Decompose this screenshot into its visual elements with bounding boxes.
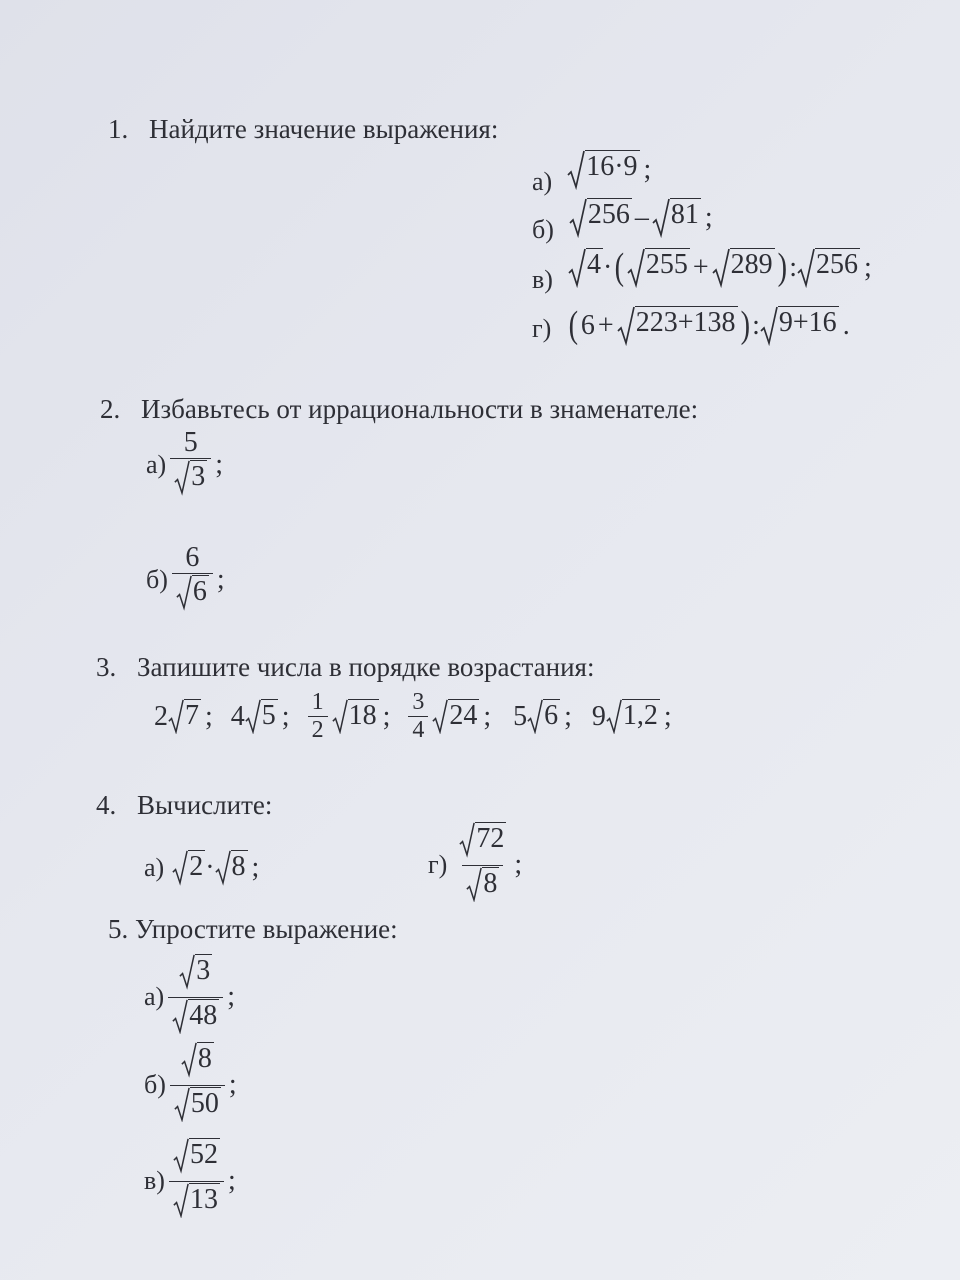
sqrt-expression: 24 — [432, 699, 479, 735]
sqrt-expression: 52 — [173, 1138, 220, 1174]
task-number: 4. — [96, 790, 117, 820]
sqrt-expression: 6 — [176, 575, 209, 611]
task-4-item-a: а) 2 · 8 ; — [144, 850, 259, 886]
task-title: Запишите числа в порядке возрастания: — [137, 652, 595, 682]
task-1-item-d: г) ( 6 + 223+138 ) : 9+16 . — [532, 304, 850, 347]
sqrt-expression: 13 — [173, 1183, 220, 1219]
item-label: б) — [146, 565, 168, 595]
number-item: $\frac{3}{4}$ 24 ; — [404, 690, 491, 743]
task-2-heading — [100, 394, 698, 425]
sqrt-expression: 16·9 — [567, 150, 639, 190]
sqrt-expression: 81 — [652, 198, 701, 238]
item-label: г) — [428, 850, 448, 880]
task-5-item-c: в) $\frac{52}{13}$ ; — [144, 1138, 236, 1225]
task-5-item-b: б) $\frac{8}{50}$ ; — [144, 1042, 237, 1129]
sqrt-expression: 72 — [459, 822, 506, 858]
task-title: Найдите значение выражения: — [149, 114, 499, 144]
item-label: а) — [144, 852, 165, 882]
sqrt-expression: 256 — [797, 248, 860, 288]
sqrt-expression: 289 — [712, 248, 775, 288]
task-4-heading — [96, 790, 272, 821]
item-label: г) — [532, 314, 552, 344]
fraction — [455, 822, 510, 909]
task-5-item-a: а) $\frac{3}{48}$ ; — [144, 954, 235, 1041]
sqrt-expression: 4 — [568, 248, 603, 288]
item-label: а) — [144, 982, 165, 1012]
sqrt-expression: 18 — [332, 699, 379, 735]
item-label: в) — [532, 265, 553, 294]
fraction — [169, 1138, 224, 1225]
item-label: б) — [144, 1070, 166, 1100]
sqrt-expression: 8 — [181, 1042, 214, 1078]
fraction: $\frac{5}{3}$ — [170, 428, 211, 502]
sqrt-expression: 6 — [527, 699, 560, 735]
item-label: в) — [144, 1166, 165, 1196]
number-item: 9 1,2 ; — [592, 699, 672, 735]
task-3-heading — [96, 652, 594, 683]
item-label: б) — [532, 215, 554, 244]
sqrt-expression: 223+138 — [617, 306, 738, 346]
sqrt-expression: 8 — [466, 867, 499, 903]
item-label: а) — [532, 167, 553, 196]
number-item: 4 5 ; — [231, 699, 290, 735]
task-number: 1. — [108, 114, 129, 144]
fraction: $\frac{6}{6}$ — [172, 543, 213, 617]
sqrt-expression: 256 — [569, 198, 632, 238]
task-4-item-g: г) $\frac{72}{8}$ ; — [428, 822, 522, 909]
sqrt-expression: 48 — [172, 999, 219, 1035]
sqrt-expression: 3 — [179, 954, 212, 990]
number-item: 2 7 ; — [154, 699, 213, 735]
sqrt-expression: 2 — [172, 850, 205, 886]
item-label: а) — [146, 450, 167, 480]
sqrt-expression: 255 — [627, 248, 690, 288]
task-number: 2. — [100, 394, 121, 424]
fraction: $\frac{3}{4}$ — [408, 690, 428, 743]
sqrt-expression: 7 — [168, 699, 201, 735]
task-number: 3. — [96, 652, 117, 682]
task-1-item-a: а) 16·9 ; — [532, 151, 652, 196]
sqrt-expression: 1,2 — [606, 699, 660, 735]
fraction — [168, 954, 223, 1041]
task-2-item-a: а) $\frac{5}{3}$ ; — [146, 428, 223, 502]
sqrt-expression: 8 — [215, 850, 248, 886]
task-2-item-b: б) $\frac{6}{6}$ ; — [146, 543, 225, 617]
number-item: 5 6 ; — [513, 699, 572, 735]
sqrt-expression: 9+16 — [760, 306, 839, 346]
task-title: Избавьтесь от иррациональности в знаменателе: — [141, 394, 699, 424]
task-3-numbers — [154, 690, 672, 743]
sqrt-expression: 50 — [174, 1087, 221, 1123]
task-1-heading — [108, 114, 498, 145]
task-title: Вычислите: — [137, 790, 273, 820]
sqrt-expression: 5 — [245, 699, 278, 735]
number-item: $\frac{1}{2}$ 18 ; — [304, 690, 391, 743]
task-5-heading: 5. Упростите выражение: — [108, 914, 398, 944]
fraction: $\frac{1}{2}$ — [308, 690, 328, 743]
fraction — [170, 1042, 225, 1129]
task-1-item-c: в) 4 · ( 255 + 289 ) : 256 ; — [532, 246, 872, 294]
sqrt-expression: 3 — [174, 460, 207, 496]
task-1-item-b: б) 256 – 81 ; — [532, 199, 713, 244]
